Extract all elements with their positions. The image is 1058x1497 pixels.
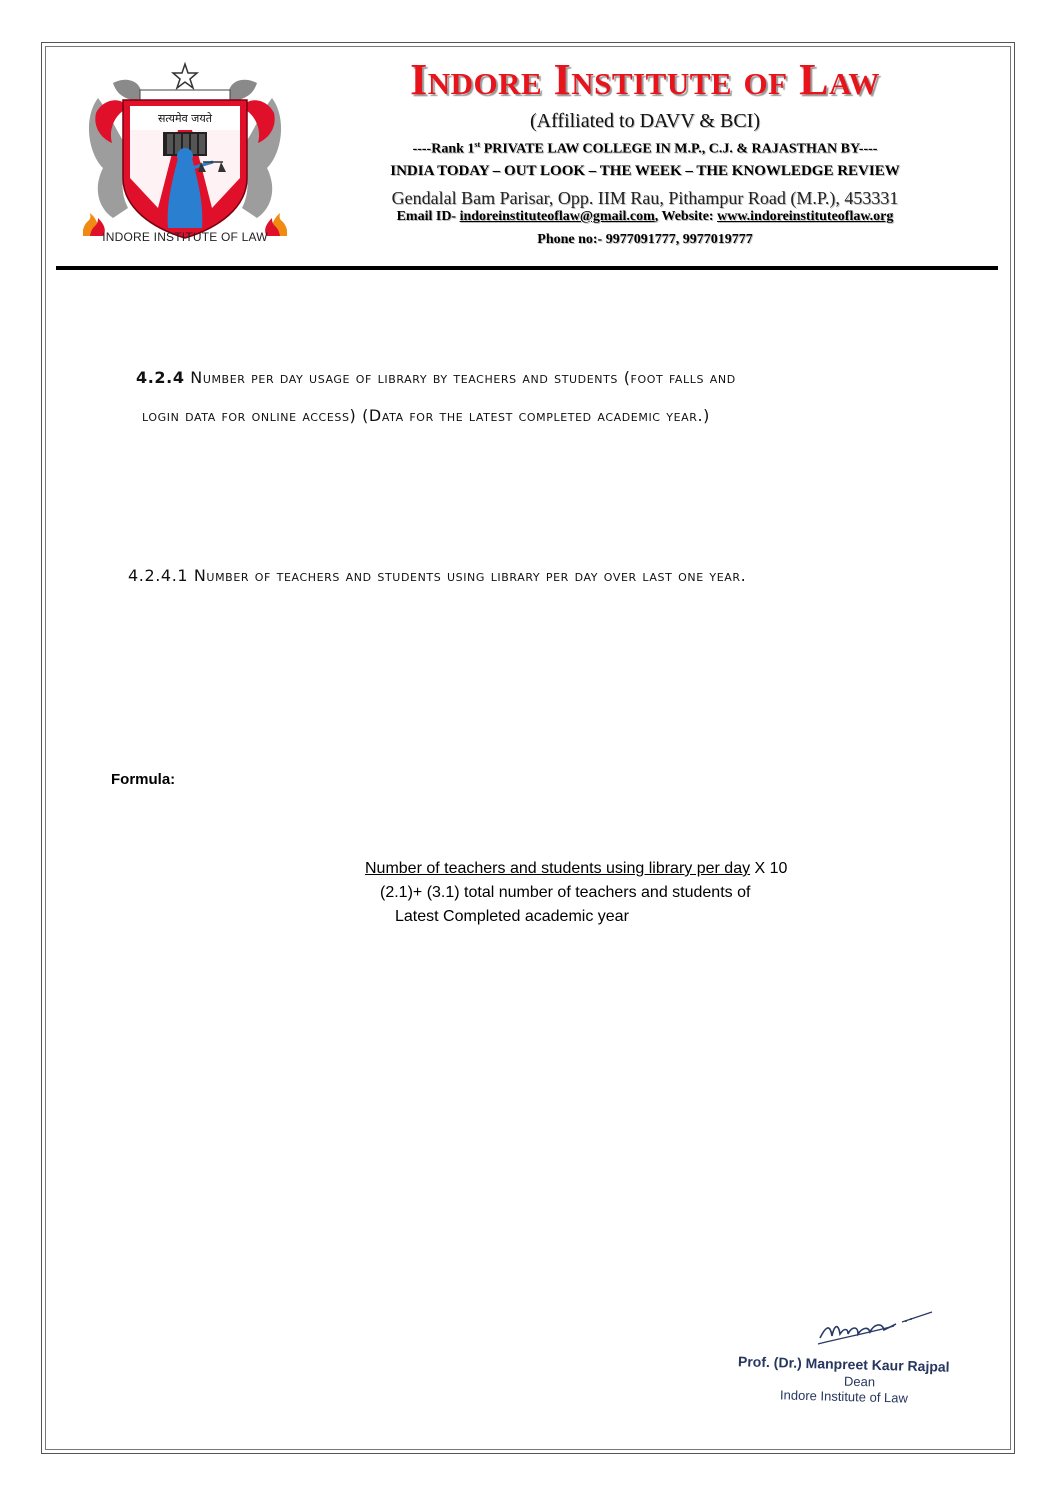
formula-multiplier: X 10: [750, 860, 788, 877]
website-link[interactable]: www.indoreinstituteoflaw.org: [717, 209, 894, 224]
ranking-line: [300, 140, 990, 158]
signatory-name: Prof. (Dr.) Manpreet Kaur Rajpal: [737, 1353, 950, 1375]
formula-label: Formula:: [111, 771, 176, 788]
section-heading-text: Number per day usage of library by teachers and students (foot falls and: [184, 368, 736, 387]
formula-numerator-line: [365, 860, 787, 878]
signatory-organization: Indore Institute of Law: [779, 1387, 909, 1406]
header-divider: [56, 266, 998, 270]
contact-line: [300, 209, 990, 225]
section-number: 4.2.4: [136, 368, 185, 387]
formula-denominator-line1: (2.1)+ (3.1) total number of teachers and students of: [380, 884, 751, 901]
email-label: Email ID-: [396, 209, 460, 224]
address: Gendalal Bam Parisar, Opp. IIM Rau, Pithampur Road (M.P.), 453331: [391, 188, 899, 208]
logo-caption: INDORE INSTITUTE OF LAW: [102, 230, 268, 244]
institute-crest-logo: [78, 58, 292, 258]
rank-superscript: st: [474, 140, 481, 149]
signatory-title: Dean: [843, 1373, 876, 1390]
formula-denominator-line2: Latest Completed academic year: [395, 908, 629, 925]
subsection-heading: 4.2.4.1 Number of teachers and students using library per day over last one year.: [128, 566, 747, 585]
handwritten-signature: [812, 1308, 936, 1350]
section-heading-line1: [136, 368, 736, 387]
rank-prefix: ----Rank 1: [412, 141, 475, 157]
institute-name: Indore Institute of Law: [410, 55, 880, 104]
website-label: , Website:: [654, 209, 718, 224]
rank-suffix: PRIVATE LAW COLLEGE IN M.P., C.J. & RAJASTHAN BY----: [480, 141, 878, 157]
email-link[interactable]: indoreinstituteoflaw@gmail.com: [459, 209, 655, 224]
ranking-publications: INDIA TODAY – OUT LOOK – THE WEEK – THE KNOWLEDGE REVIEW: [390, 163, 900, 179]
affiliation: (Affiliated to DAVV & BCI): [530, 110, 760, 132]
phone-numbers: Phone no:- 9977091777, 9977019777: [537, 232, 753, 247]
svg-text:सत्यमेव जयते: सत्यमेव जयते: [157, 112, 213, 125]
formula-numerator: Number of teachers and students using library per day: [365, 860, 751, 877]
section-heading-line2: login data for online access) (Data for the latest completed academic year.): [142, 406, 711, 425]
